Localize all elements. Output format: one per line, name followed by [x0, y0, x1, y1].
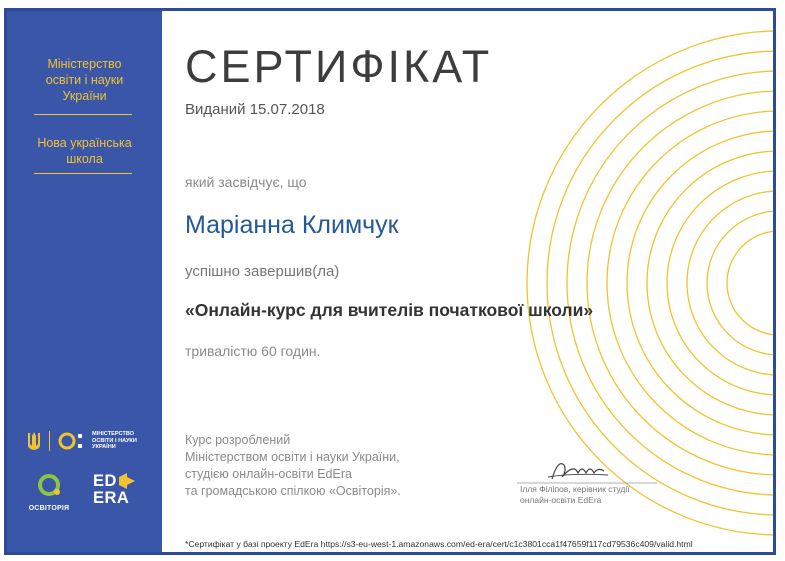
partner-logos [27, 473, 143, 517]
ministry-name: Міністерство освіти і науки України [45, 57, 124, 103]
logo-divider [49, 431, 50, 451]
ministry-mark-icon [58, 431, 88, 451]
divider [34, 173, 132, 174]
edera-logo: ED ERA [93, 473, 143, 517]
osvitoria-logo-icon [37, 473, 61, 497]
certificate [4, 8, 776, 555]
signatory: Ілля Філіпов, керівник студії онлайн-освіти EdEra [520, 484, 630, 505]
ministry-logo [27, 429, 152, 453]
trident-icon [27, 430, 41, 452]
certifies-text: який засвідчує, що [185, 174, 307, 190]
osvitoria-logo: ОСВІТОРІЯ [27, 473, 71, 512]
ministry-logo-text: МІНІСТЕРСТВО ОСВІТИ І НАУКИ УКРАЇНИ [92, 431, 137, 451]
certificate-link: *Сертифікат у базі проекту EdEra https://s3-eu-west-1.amazonaws.com/ed-era/cert/c1c3801cca1f47659f117cd79536c409/valid.html [185, 539, 693, 549]
certificate-title: СЕРТИФІКАТ [185, 41, 493, 92]
sidebar [7, 11, 162, 552]
issue-date: Виданий 15.07.2018 [185, 101, 325, 118]
course-name: «Онлайн-курс для вчителів початкової школи» [185, 300, 594, 320]
recipient-name: Маріанна Климчук [185, 211, 399, 239]
course-duration: тривалістю 60 годин. [185, 343, 321, 359]
completed-text: успішно завершив(ла) [185, 263, 340, 280]
developed-by: Курс розроблений Міністерством освіти і науки України, студією онлайн-освіти EdEra та громадською спілкою «Освіторія». [185, 433, 401, 498]
divider [34, 114, 132, 115]
nush-name: Нова українська школа [37, 136, 132, 166]
